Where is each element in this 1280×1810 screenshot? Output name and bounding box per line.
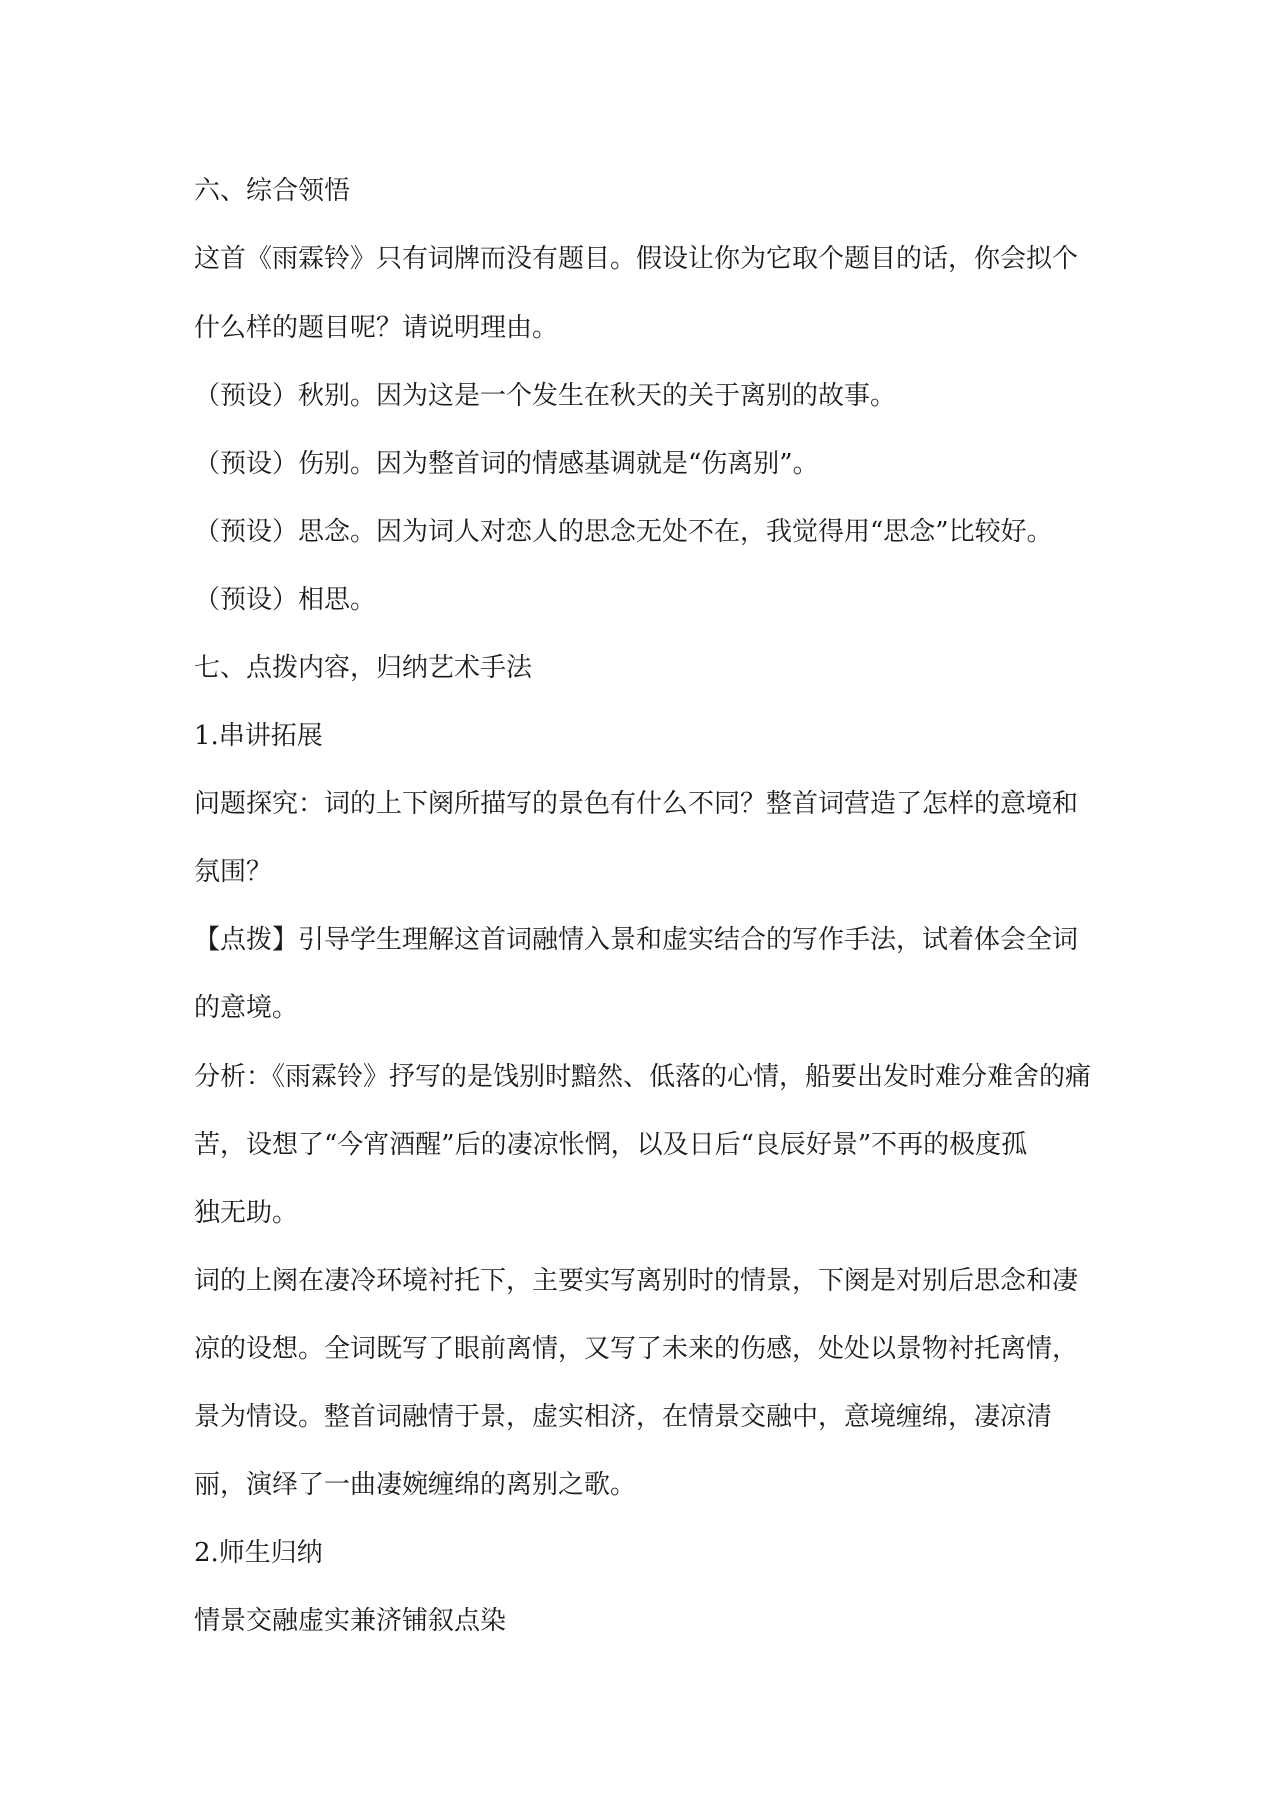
paragraph-line: 丽，演绎了一曲凄婉缠绵的离别之歌。 bbox=[194, 1470, 637, 1500]
paragraph-line: 【点拨】引导学生理解这首词融情入景和虚实结合的写作手法，试着体会全词 bbox=[194, 925, 1079, 955]
paragraph-line: 这首《雨霖铃》只有词牌而没有题目。假设让你为它取个题目的话，你会拟个 bbox=[194, 244, 1079, 274]
section-heading-7: 七、点拨内容，归纳艺术手法 bbox=[194, 653, 533, 683]
paragraph-line: 苦，设想了“今宵酒醒”后的凄凉怅惘，以及日后“良辰好景”不再的极度孤 bbox=[194, 1130, 1028, 1160]
paragraph-line: （预设）相思。 bbox=[194, 585, 377, 615]
subsection-heading-2: 2.师生归纳 bbox=[194, 1538, 323, 1568]
paragraph-line: （预设）思念。因为词人对恋人的思念无处不在，我觉得用“思念”比较好。 bbox=[194, 517, 1053, 547]
paragraph-line: 景为情设。整首词融情于景，虚实相济，在情景交融中，意境缠绵，凄凉清 bbox=[194, 1402, 1053, 1432]
section-heading-6: 六、综合领悟 bbox=[194, 176, 351, 206]
paragraph-line: （预设）秋别。因为这是一个发生在秋天的关于离别的故事。 bbox=[194, 381, 897, 411]
paragraph-line: （预设）伤别。因为整首词的情感基调就是“伤离别”。 bbox=[194, 449, 819, 479]
paragraph-line: 凉的设想。全词既写了眼前离情，又写了未来的伤感，处处以景物衬托离情， bbox=[194, 1334, 1079, 1364]
paragraph-line: 氛围？ bbox=[194, 857, 273, 887]
paragraph-line: 问题探究：词的上下阕所描写的景色有什么不同？整首词营造了怎样的意境和 bbox=[194, 789, 1079, 819]
paragraph-line: 的意境。 bbox=[194, 993, 299, 1023]
paragraph-line: 独无助。 bbox=[194, 1198, 299, 1228]
paragraph-line: 情景交融虚实兼济铺叙点染 bbox=[194, 1606, 507, 1636]
paragraph-line: 什么样的题目呢？请说明理由。 bbox=[194, 313, 559, 343]
paragraph-line: 分析：《雨霖铃》抒写的是饯别时黯然、低落的心情，船要出发时难分难舍的痛 bbox=[194, 1062, 1092, 1092]
subsection-heading-1: 1.串讲拓展 bbox=[194, 721, 323, 751]
paragraph-line: 词的上阕在凄冷环境衬托下，主要实写离别时的情景，下阕是对别后思念和凄 bbox=[194, 1266, 1079, 1296]
